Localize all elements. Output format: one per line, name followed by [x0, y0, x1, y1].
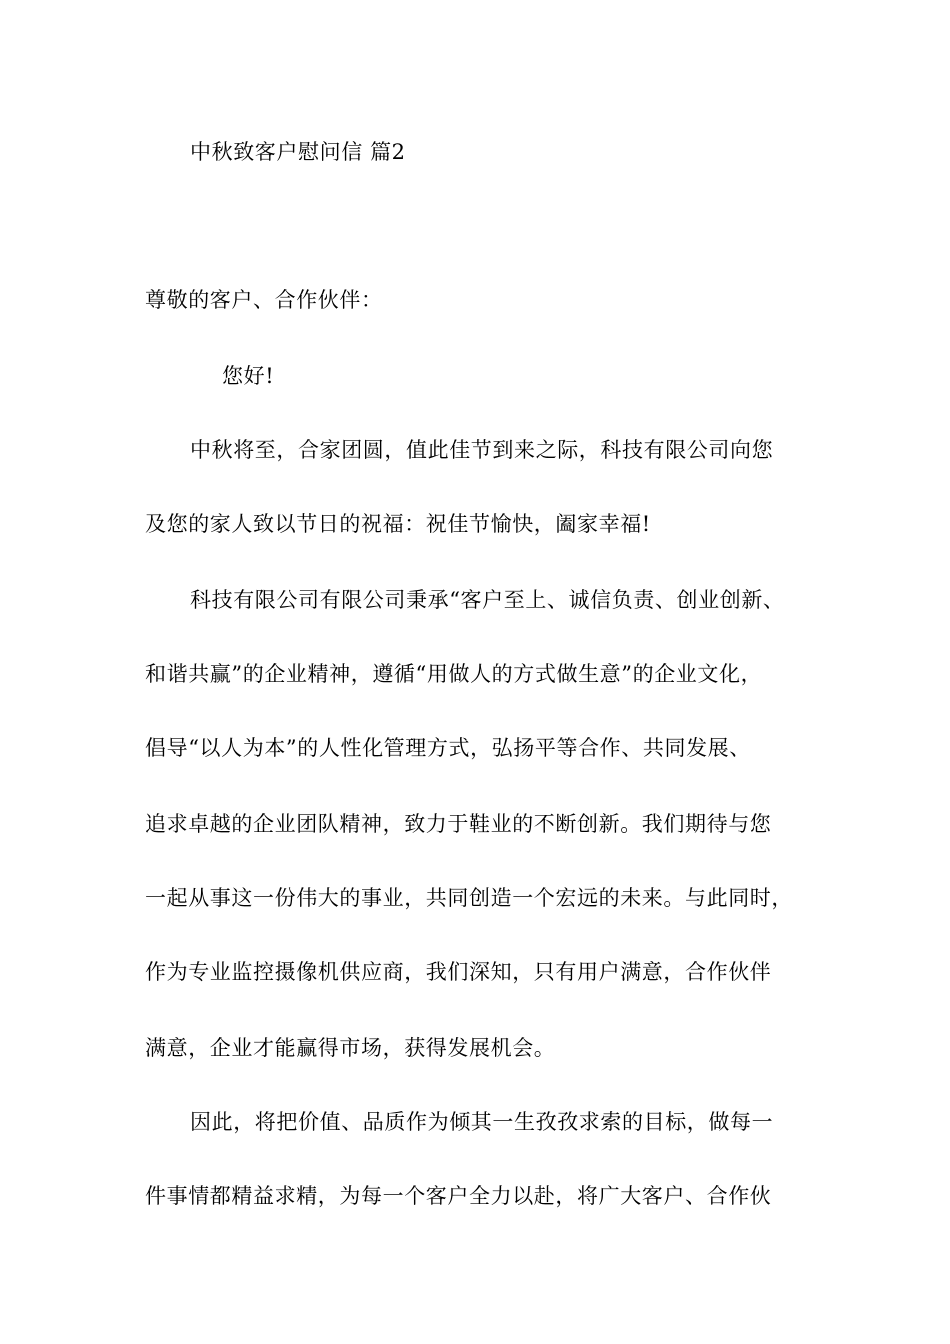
- paragraph-line: 作为专业监控摄像机供应商，我们深知，只有用户满意，合作伙伴: [145, 960, 772, 984]
- greeting: 您好!: [222, 364, 275, 388]
- paragraph-line: 件事情都精益求精，为每一个客户全力以赴，将广大客户、合作伙: [145, 1184, 772, 1208]
- paragraph-line: 一起从事这一份伟大的事业，共同创造一个宏远的未来。与此同时，: [145, 886, 793, 910]
- paragraph-line: 满意，企业才能赢得市场，获得发展机会。: [145, 1036, 556, 1060]
- paragraph-line: 因此，将把价值、品质作为倾其一生孜孜求索的目标，做每一: [190, 1110, 774, 1134]
- paragraph-line: 及您的家人致以节日的祝福：祝佳节愉快，阖家幸福!: [145, 512, 651, 536]
- paragraph-line: 中秋将至，合家团圆，值此佳节到来之际，科技有限公司向您: [190, 438, 774, 462]
- paragraph-line: 科技有限公司有限公司秉承“客户至上、诚信负责、创业创新、: [190, 588, 785, 612]
- paragraph-line: 倡导“以人为本”的人性化管理方式，弘扬平等合作、共同发展、: [145, 736, 751, 760]
- salutation: 尊敬的客户、合作伙伴：: [145, 288, 383, 312]
- document-title: 中秋致客户慰问信 篇2: [190, 140, 406, 164]
- paragraph-line: 和谐共赢”的企业精神，遵循“用做人的方式做生意”的企业文化，: [145, 662, 763, 686]
- paragraph-line: 追求卓越的企业团队精神，致力于鞋业的不断创新。我们期待与您: [145, 812, 772, 836]
